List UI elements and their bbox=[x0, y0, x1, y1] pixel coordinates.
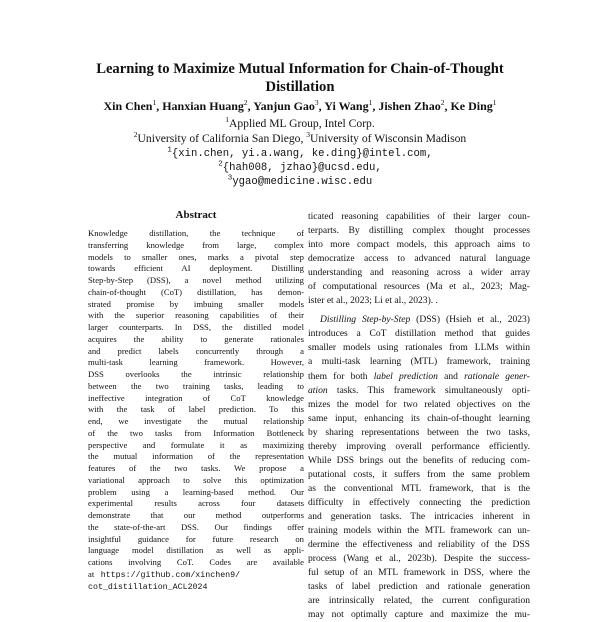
abstract-line: Knowledge distillation, the technique of bbox=[88, 228, 304, 238]
author: Jishen Zhao$^2$, bbox=[378, 98, 451, 113]
body-line: by sharing representations between the two tasks, bbox=[308, 426, 530, 438]
body-line: ister et al., 2023; Li et al., 2023). . bbox=[308, 295, 438, 307]
abstract-line: perspective and formulate it as maximizing bbox=[88, 439, 304, 450]
body-line: putational costs, it suffers from the same problem bbox=[308, 468, 530, 480]
abstract-body bbox=[88, 228, 304, 593]
paper-title bbox=[60, 60, 540, 96]
abstract-line: experimental results across four datasets bbox=[88, 498, 304, 509]
abstract-line: Step-by-Step (DSS), a novel method utilizing bbox=[88, 275, 304, 285]
abstract-line: ineffective integration of CoT knowledge bbox=[88, 392, 304, 403]
email-intel: $^1${xin.chen, yi.a.wang, ke.ding}@intel.com, bbox=[167, 146, 433, 160]
abstract-line: transferring knowledge from large, complex bbox=[88, 239, 304, 250]
abstract-line: features of the two tasks. We propose a bbox=[88, 463, 304, 473]
body-line: terparts. By distilling complex thought processes bbox=[308, 225, 530, 237]
affiliation-universities: $^2$University of California San Diego, $^3$University of Wisconsin Madison bbox=[133, 130, 467, 145]
abstract-line: DSS overlooks the intrinsic relationship bbox=[88, 369, 304, 379]
code-link-line: at https://github.com/xinchen9/ bbox=[88, 568, 241, 580]
body-line: dermine the effectiveness and reliability of the DSS bbox=[308, 539, 530, 551]
body-line: difficulty in effectively connecting the prediction bbox=[308, 496, 530, 508]
abstract-line: language model distillation as well as appli- bbox=[88, 545, 304, 556]
body-line: training models within the MTL framework can un- bbox=[308, 525, 530, 537]
abstract-line: the state-of-the-art DSS. Our findings offer bbox=[88, 521, 304, 532]
abstract-line: demonstrate that our method outperforms bbox=[88, 510, 304, 520]
title-line-2: Distillation bbox=[265, 79, 335, 95]
abstract-line: between the two training tasks, leading to bbox=[88, 380, 304, 391]
abstract-line: acquires the ability to generate rationales bbox=[88, 333, 304, 344]
abstract-line: towards efficient AI deployment. Distilling bbox=[88, 263, 304, 274]
abstract-heading: Abstract bbox=[175, 209, 217, 221]
email-wisc: $^3$ygao@medicine.wisc.edu bbox=[227, 174, 373, 188]
title-line-1: Learning to Maximize Mutual Information for Chain-of-Thought bbox=[96, 61, 504, 77]
abstract-line: insightful guidance for future research on bbox=[88, 533, 304, 544]
abstract-line: cations involving CoT. Codes are available bbox=[88, 557, 304, 567]
abstract-line: multi-task learning framework. However, bbox=[88, 357, 304, 368]
abstract-line: strated promise by imbuing smaller models bbox=[88, 298, 304, 309]
body-line: ful setup of an MTL framework in DSS, where the bbox=[308, 567, 530, 579]
body-line: While DSS brings out the benefits of reducing com- bbox=[308, 454, 530, 466]
body-line: tasks of label prediction and rationale generation bbox=[308, 581, 530, 593]
author: Ke Ding$^1$ bbox=[450, 98, 497, 113]
email-ucsd: $^2${hah008, jzhao}@ucsd.edu, bbox=[218, 160, 382, 174]
intro-column bbox=[308, 210, 530, 622]
code-url-link[interactable]: https://github.com/xinchen9/ bbox=[100, 570, 241, 580]
body-line: process (Wang et al., 2023b). Despite the success- bbox=[308, 553, 530, 565]
body-line: may not optimally capture and maximize the mu- bbox=[308, 609, 530, 621]
abstract-line: problem using a learning-based method. Our bbox=[88, 486, 304, 497]
body-line: understanding and reasoning across a wider array bbox=[308, 267, 530, 279]
abstract-line: models to smaller ones, marks a pivotal step bbox=[88, 251, 304, 262]
author: Hanxian Huang$^2$, bbox=[162, 98, 254, 113]
body-line: as the conventional MTL framework, that is the bbox=[308, 482, 530, 494]
abstract-line: end, we investigate the mutual relationship bbox=[88, 416, 304, 426]
author: Yanjun Gao$^3$, bbox=[253, 98, 325, 113]
body-line: of computational resources (Ma et al., 2023; Mag- bbox=[308, 281, 530, 293]
body-line: and generation tasks. The intricacies inherent in bbox=[308, 510, 530, 522]
abstract-line: with the task of label prediction. To this bbox=[88, 404, 304, 415]
body-line: them for both label prediction and rationale gener- bbox=[308, 370, 530, 382]
author: Xin Chen$^1$, bbox=[103, 98, 163, 113]
body-line: ticated reasoning capabilities of their larger coun- bbox=[308, 211, 530, 222]
author: Yi Wang$^1$, bbox=[324, 98, 379, 113]
abstract-line: larger counterparts. In DSS, the distilled model bbox=[88, 322, 304, 332]
abstract-line: and predict labels concurrently through a bbox=[88, 345, 304, 356]
body-line: into more compact models, this approach aims to bbox=[308, 239, 530, 251]
code-url-link-continued[interactable]: cot_distillation_ACL2024 bbox=[88, 582, 208, 592]
abstract-line: with the superior reasoning capabilities of their bbox=[88, 310, 304, 321]
abstract-line: of the two tasks from Information Bottleneck bbox=[88, 427, 304, 438]
body-line: a multi-task learning (MTL) framework, training bbox=[308, 356, 530, 368]
body-line: introduces a CoT distillation method that guides bbox=[308, 328, 530, 340]
body-line: smaller models using rationales from LLMs within bbox=[308, 342, 530, 354]
author-list bbox=[40, 99, 560, 114]
body-line: mizes the model for two related objectives on the bbox=[308, 398, 530, 410]
body-line: ation tasks. This framework simultaneously opti- bbox=[308, 384, 530, 396]
body-line: Distilling Step-by-Step (DSS) (Hsieh et al., 2023) bbox=[320, 314, 530, 326]
body-line: democratize access to advanced natural language bbox=[308, 253, 530, 265]
affiliation-intel: $^1$Applied ML Group, Intel Corp. bbox=[225, 115, 375, 130]
abstract-line: the mutual information of the representation bbox=[88, 451, 304, 462]
body-line: same input, enhancing its chain-of-thought learning bbox=[308, 412, 530, 424]
abstract-line: variational approach to solve this optimization bbox=[88, 474, 304, 485]
abstract-line: chain-of-thought (CoT) distillation, has demon- bbox=[88, 286, 304, 297]
body-line: are intrinsically related, the current configuration bbox=[308, 595, 530, 607]
body-line: thereby improving overall performance efficiently. bbox=[308, 440, 530, 452]
